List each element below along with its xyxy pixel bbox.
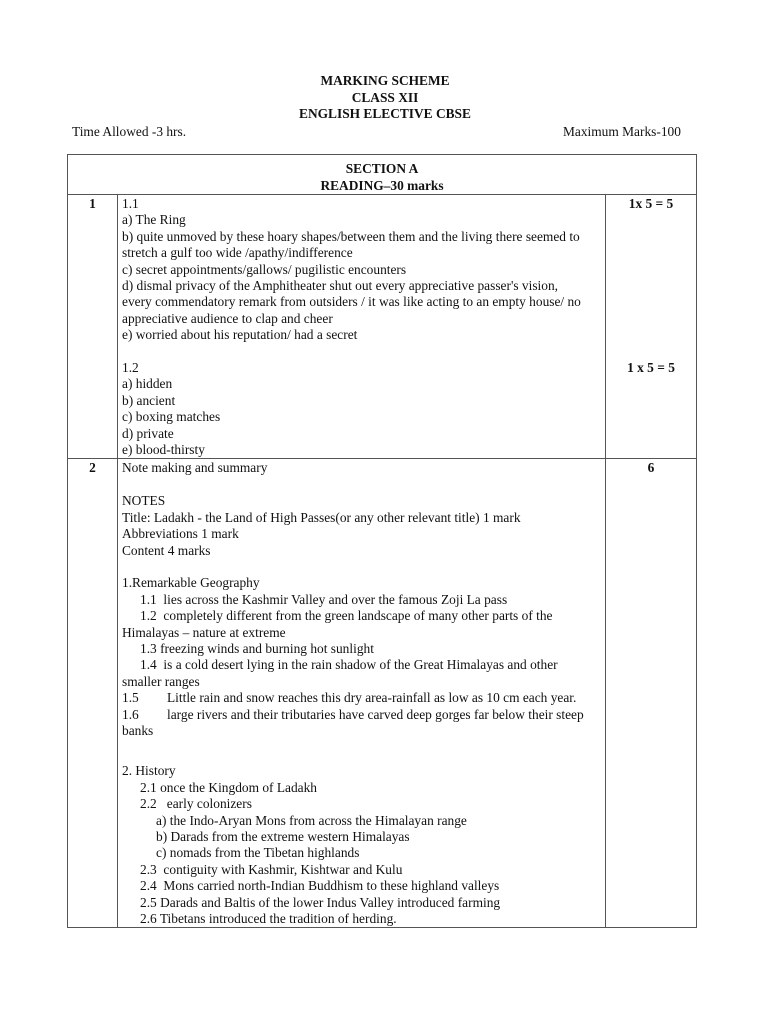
note-point: c) nomads from the Tibetan highlands xyxy=(156,845,360,861)
notes-subheading: 2. History xyxy=(122,763,176,779)
answer-line: stretch a gulf too wide /apathy/indifference xyxy=(122,245,353,261)
document-title: MARKING SCHEME xyxy=(320,73,450,88)
note-point: a) the Indo-Aryan Mons from across the Himalayan range xyxy=(156,812,467,828)
section-title: SECTION A xyxy=(345,161,419,176)
answer-line: Title: Ladakh - the Land of High Passes(or any other relevant title) 1 mark xyxy=(122,509,521,525)
class-label: CLASS XII xyxy=(351,89,419,105)
question-marks xyxy=(606,459,697,928)
question-marks xyxy=(606,195,697,459)
answer-line: Abbreviations 1 mark xyxy=(122,526,239,542)
part-label: 1.2 xyxy=(122,360,139,376)
answer-line: c) boxing matches xyxy=(122,409,221,425)
note-point: 1.1 lies across the Kashmir Valley and over the famous Zoji La pass xyxy=(140,591,508,607)
section-subtitle: READING–30 marks xyxy=(320,177,444,193)
answer-line: every commendatory remark from outsiders / it was like acting to an empty house/ no xyxy=(122,294,581,310)
note-point: 2.2 early colonizers xyxy=(140,796,252,812)
note-point: 1.5 Little rain and snow reaches this dry area-rainfall as low as 10 cm each year. xyxy=(122,690,577,706)
answer-line: a) The Ring xyxy=(122,212,186,228)
notes-subheading: 1.Remarkable Geography xyxy=(122,575,260,591)
note-point: 1.3 freezing winds and burning hot sunlight xyxy=(140,640,374,656)
question-number: 1 xyxy=(68,195,118,459)
answer-line: a) hidden xyxy=(122,376,173,392)
answer-line: appreciative audience to clap and cheer xyxy=(122,310,333,326)
answer-line: d) dismal privacy of the Amphitheater shut out every appreciative passer's vision, xyxy=(122,278,558,294)
question-title: Note making and summary xyxy=(122,460,268,476)
question-number: 2 xyxy=(68,459,118,928)
marking-table xyxy=(67,154,697,928)
note-point: 2.1 once the Kingdom of Ladakh xyxy=(140,779,318,795)
note-point: 2.4 Mons carried north-Indian Buddhism to these highland valleys xyxy=(140,878,500,894)
time-allowed: Time Allowed -3 hrs. xyxy=(72,124,187,139)
answer-line: b) quite unmoved by these hoary shapes/between them and the living there seemed to xyxy=(122,228,580,244)
note-point: banks xyxy=(122,722,154,738)
document-header xyxy=(0,73,770,123)
notes-heading: NOTES xyxy=(122,493,166,509)
question-row-1 xyxy=(68,195,697,459)
answer-line: c) secret appointments/gallows/ pugilistic encounters xyxy=(122,261,407,277)
answer-line: e) worried about his reputation/ had a secret xyxy=(122,327,358,343)
question-row-2 xyxy=(68,459,697,928)
section-header-row xyxy=(68,155,697,195)
note-point: b) Darads from the extreme western Himalayas xyxy=(156,828,410,844)
answer-line: b) ancient xyxy=(122,392,176,408)
note-point: Himalayas – nature at extreme xyxy=(122,624,286,640)
note-point: 1.2 completely different from the green landscape of many other parts of the xyxy=(140,608,553,624)
note-point: 1.6 large rivers and their tributaries have carved deep gorges far below their steep xyxy=(122,706,584,722)
section-header xyxy=(68,155,697,195)
marks-2: 6 xyxy=(647,460,655,476)
answer-line: d) private xyxy=(122,425,174,441)
marks-1-2: 1 x 5 = 5 xyxy=(627,360,675,375)
note-point: 1.4 is a cold desert lying in the rain shadow of the Great Himalayas and other xyxy=(140,657,558,673)
question-content xyxy=(118,195,606,459)
note-point: 2.6 Tibetans introduced the tradition of herding. xyxy=(140,911,397,927)
answer-line: e) blood-thirsty xyxy=(122,442,205,458)
note-point: smaller ranges xyxy=(122,673,200,689)
marks-1-1: 1x 5 = 5 xyxy=(628,196,674,211)
part-label: 1.1 xyxy=(122,196,139,211)
note-point: 2.3 contiguity with Kashmir, Kishtwar and Kulu xyxy=(140,861,403,877)
answer-line: Content 4 marks xyxy=(122,542,211,558)
maximum-marks: Maximum Marks-100 xyxy=(563,124,681,139)
subject-label: ENGLISH ELECTIVE CBSE xyxy=(299,106,471,121)
question-content xyxy=(118,459,606,928)
note-point: 2.5 Darads and Baltis of the lower Indus Valley introduced farming xyxy=(140,894,501,910)
